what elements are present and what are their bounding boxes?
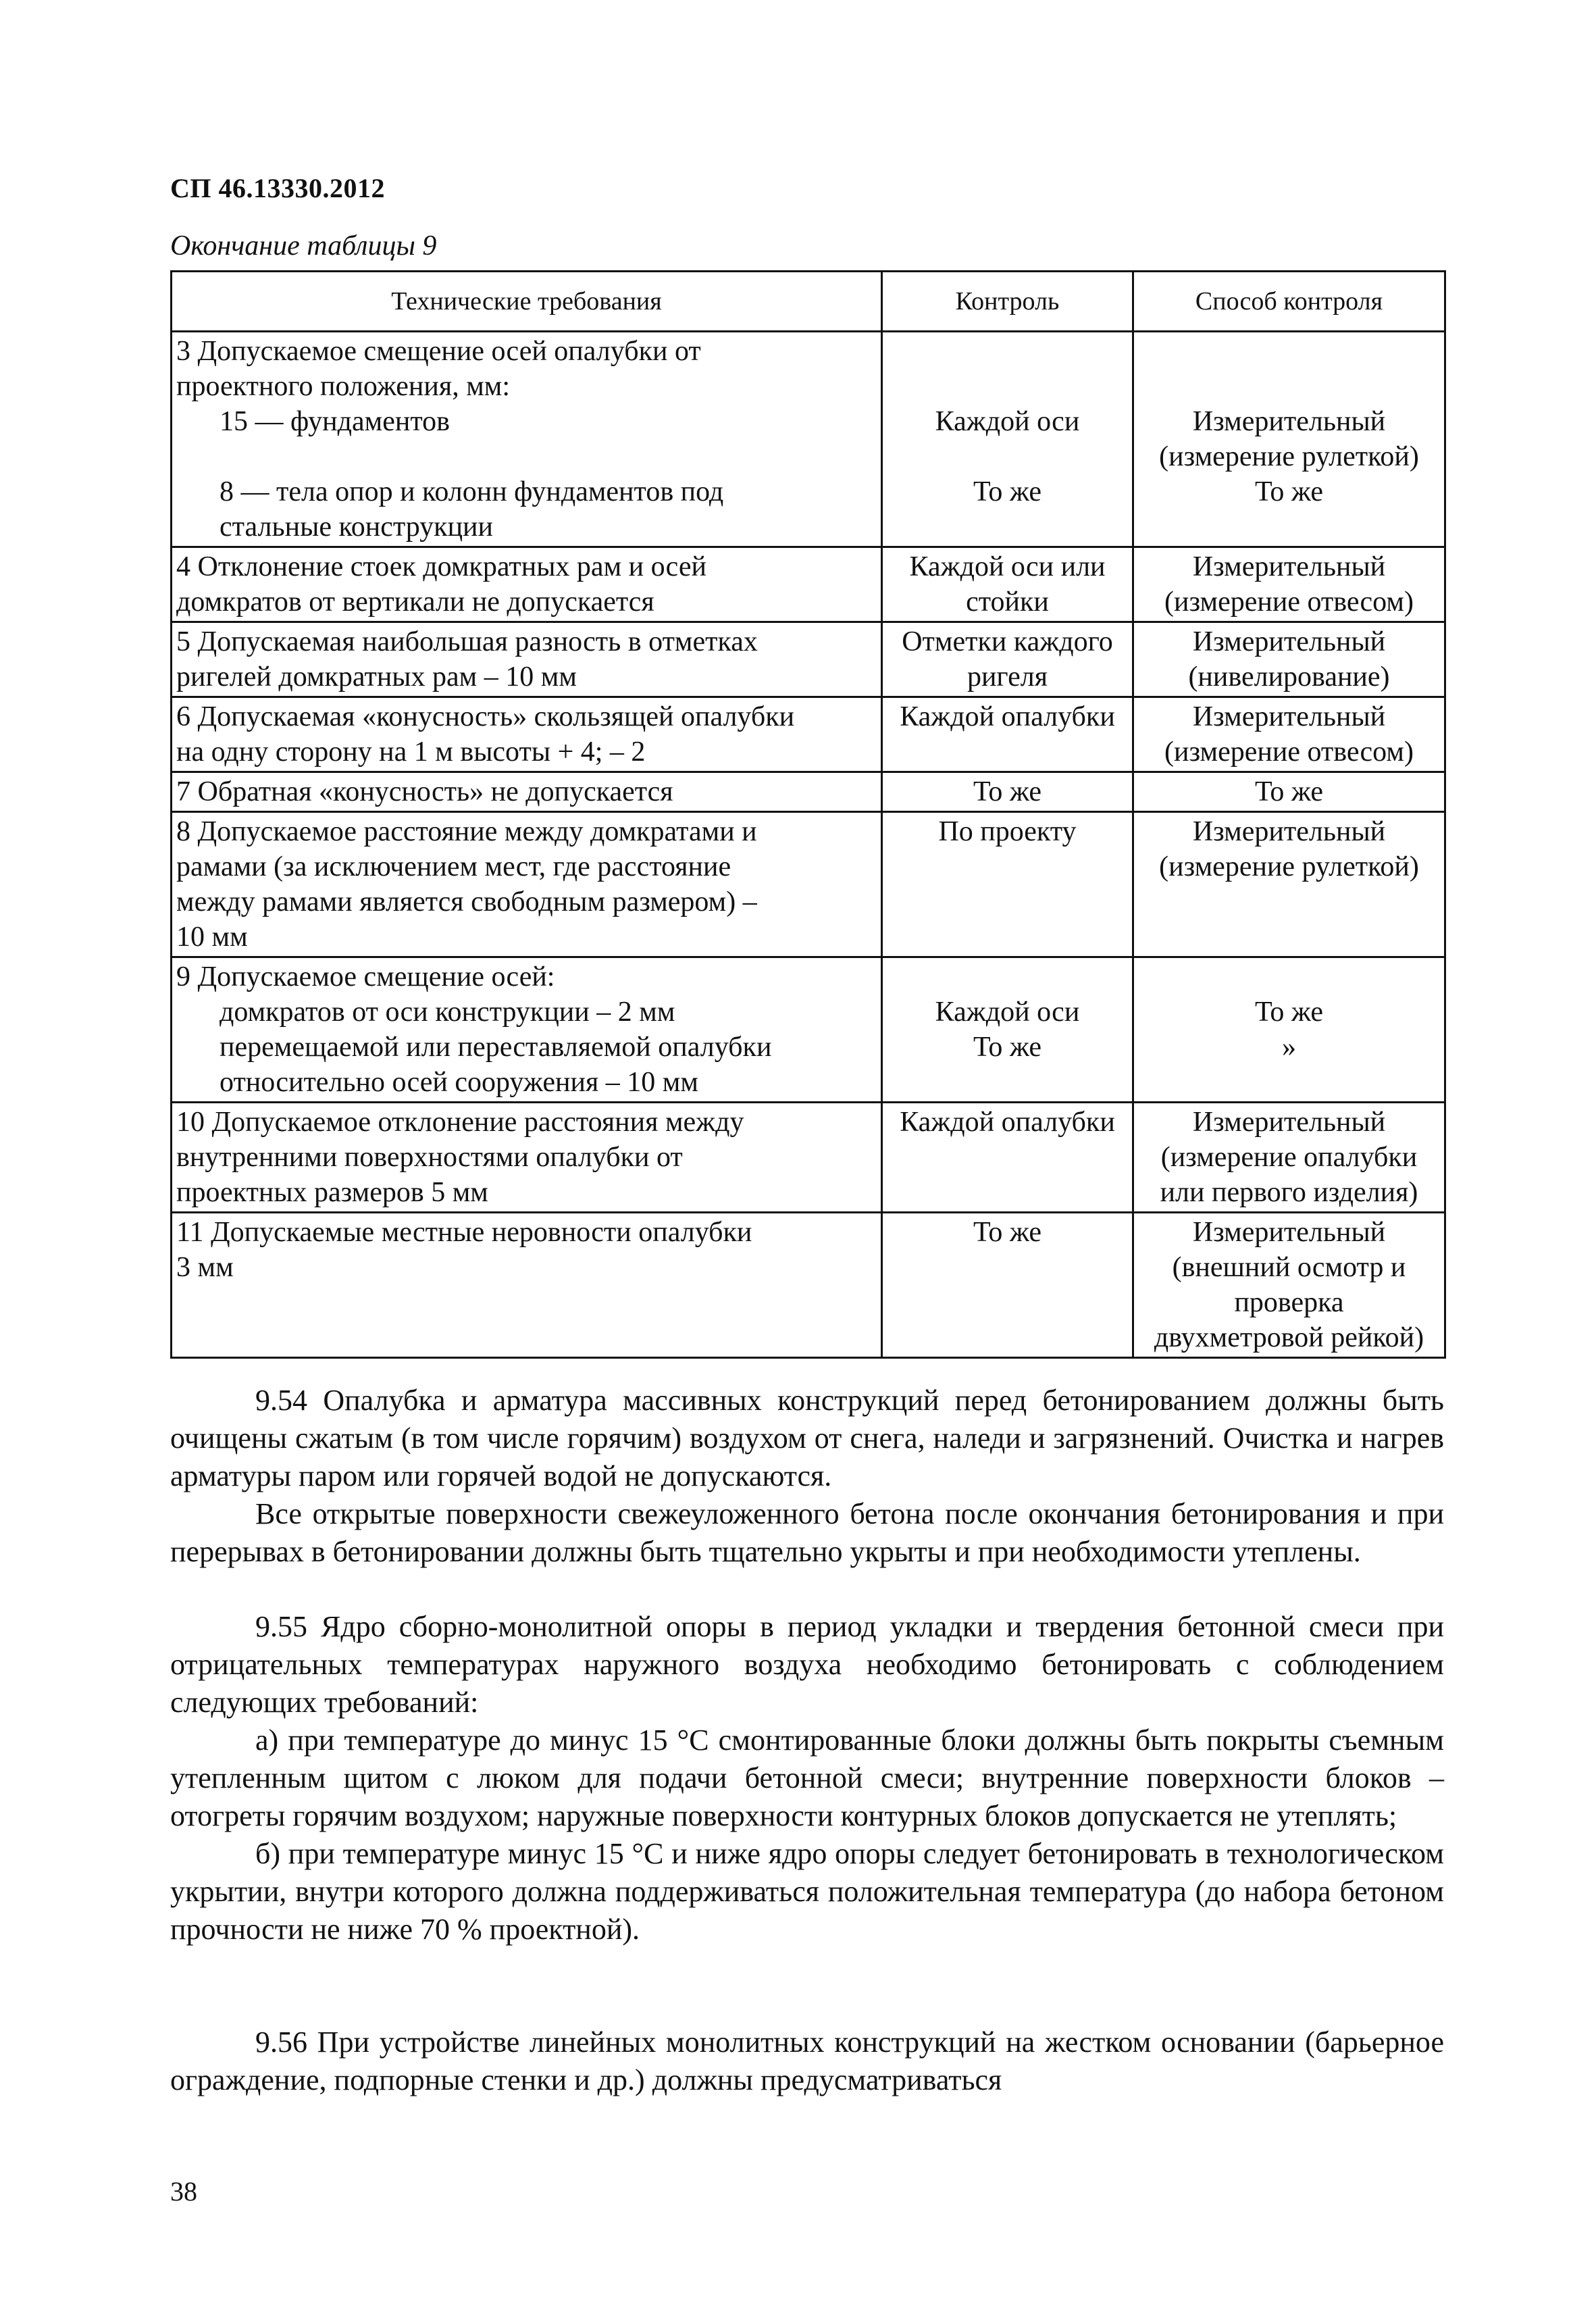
cell-line: (измерение рулеткой) (1159, 851, 1419, 882)
paragraph-text: Все открытые поверхности свежеуложенного бетона после окончания бетонирования и при перерывах в бетонировании должны быть тщательно укрыты и при необходимости утеплены. (170, 1497, 1444, 1568)
cell-line (1138, 959, 1440, 995)
cell-line: 15 — фундаментов (220, 406, 450, 437)
cell-line: Каждой оси (935, 406, 1080, 437)
cell-line: То же (1254, 776, 1324, 807)
paragraph-text: 9.54 Опалубка и арматура массивных конструкций перед бетонированием должны быть очищены сжатым (в том числе горячим) воздухом от снега, наледи и загрязнений. Очистка и нагрев арматуры паром или горячей водой не допускаются. (170, 1384, 1444, 1492)
requirement-cell (172, 1213, 882, 1358)
cell-line (1138, 1065, 1440, 1100)
cell-line: проверка (1234, 1287, 1344, 1318)
cell-line: 4 Отклонение стоек домкратных рам и осей (176, 551, 706, 582)
cell-line: Каждой оси (935, 997, 1080, 1028)
cell-line: Каждой опалубки (900, 1107, 1115, 1138)
cell-line (176, 1320, 877, 1355)
cell-line (1138, 369, 1440, 404)
method-cell (1133, 697, 1445, 772)
cell-line (887, 334, 1128, 369)
control-cell (882, 1213, 1133, 1358)
cell-line (1138, 509, 1440, 545)
cell-line (887, 509, 1128, 545)
requirement-cell (172, 812, 882, 957)
cell-line (887, 884, 1128, 920)
table-row (172, 622, 1445, 697)
table-caption: Окончание таблицы 9 (170, 230, 437, 261)
cell-line (176, 1285, 877, 1320)
cell-line (887, 849, 1128, 884)
requirement-cell (172, 332, 882, 547)
cell-line: 5 Допускаемая наибольшая разность в отметках (176, 626, 758, 657)
table-row (172, 957, 1445, 1103)
cell-line: двухметровой рейкой) (1154, 1322, 1424, 1353)
cell-line (176, 439, 877, 474)
cell-line: Измерительный (1192, 1217, 1386, 1248)
table-header-row (172, 272, 1445, 332)
cell-line: То же (973, 1032, 1042, 1063)
cell-line: ригелей домкратных рам – 10 мм (176, 661, 577, 693)
requirement-cell (172, 622, 882, 697)
control-cell (882, 1103, 1133, 1213)
paragraph-item-a: а) при температуре до минус 15 °С смонтированные блоки должны быть покрыты съемным утепленным щитом с люком для подачи бетонной смеси; внутренние поверхности блоков – отогреты горячим воздухом; наружные поверхности контурных блоков допускается не утеплять; (170, 1724, 1444, 1832)
paragraph-item-b: б) при температуре минус 15 °С и ниже ядро опоры следует бетонировать в технологическом укрытии, внутри которого должна поддерживаться положительная температура (до набора бетоном прочности не ниже 70 % проектной). (170, 1837, 1444, 1946)
cell-line: Каждой оси или (909, 551, 1106, 582)
cell-line (1138, 334, 1440, 369)
cell-line: То же (1254, 997, 1324, 1028)
cell-line: Каждой опалубки (900, 701, 1115, 732)
cell-line (1138, 920, 1440, 955)
table-row (172, 697, 1445, 772)
cell-line (1138, 884, 1440, 920)
column-header-method: Способ контроля (1133, 272, 1445, 332)
cell-line: стойки (966, 586, 1049, 618)
requirements-table (170, 270, 1446, 1359)
requirement-cell (172, 547, 882, 622)
requirement-cell (172, 697, 882, 772)
control-cell (882, 547, 1133, 622)
table-row (172, 812, 1445, 957)
cell-line: Измерительный (1192, 551, 1386, 582)
cell-line: перемещаемой или переставляемой опалубки (220, 1032, 772, 1063)
cell-line: ригеля (967, 661, 1048, 693)
cell-line (887, 1140, 1128, 1175)
cell-line (887, 369, 1128, 404)
cell-line: относительно осей сооружения – 10 мм (220, 1067, 698, 1098)
cell-line: (измерение рулеткой) (1159, 441, 1419, 472)
cell-line: То же (973, 776, 1042, 807)
page-number: 38 (170, 2176, 197, 2207)
table-row (172, 1103, 1445, 1213)
method-cell (1133, 957, 1445, 1103)
cell-line: на одну сторону на 1 м высоты + 4; – 2 (176, 736, 646, 768)
cell-line: То же (1254, 476, 1324, 507)
paragraph-text: 9.55 Ядро сборно-монолитной опоры в период укладки и твердения бетонной смеси при отрицательных температурах наружного воздуха необходимо бетонировать с соблюдением следующих требований: (170, 1610, 1444, 1719)
method-cell (1133, 812, 1445, 957)
cell-line: внутренними поверхностями опалубки от (176, 1142, 683, 1173)
cell-line: домкратов от вертикали не допускается (176, 586, 654, 618)
cell-line (887, 734, 1128, 770)
cell-line (887, 1285, 1128, 1320)
method-cell (1133, 1103, 1445, 1213)
requirement-cell (172, 1103, 882, 1213)
paragraph-9-54 (170, 1382, 1444, 1571)
control-cell (882, 812, 1133, 957)
cell-line: То же (973, 1217, 1042, 1248)
cell-line: Отметки каждого (902, 626, 1113, 657)
paragraph-9-56 (170, 2023, 1444, 2099)
table-row (172, 772, 1445, 812)
cell-line: (нивелирование) (1188, 661, 1390, 693)
cell-line: 9 Допускаемое смещение осей: (176, 961, 555, 992)
requirement-cell (172, 772, 882, 812)
table-row (172, 547, 1445, 622)
cell-line: 6 Допускаемая «конусность» скользящей опалубки (176, 701, 795, 732)
cell-line: 3 мм (176, 1252, 234, 1283)
cell-line (887, 1175, 1128, 1210)
column-header-requirements: Технические требования (172, 272, 882, 332)
method-cell (1133, 547, 1445, 622)
cell-line (887, 959, 1128, 995)
cell-line: 3 Допускаемое смещение осей опалубки от (176, 336, 701, 367)
cell-line: рамами (за исключением мест, где расстояние (176, 851, 731, 882)
cell-line (887, 1320, 1128, 1355)
cell-line (887, 1065, 1128, 1100)
paragraph-9-55 (170, 1608, 1444, 1948)
control-cell (882, 957, 1133, 1103)
cell-line: Измерительный (1192, 626, 1386, 657)
cell-line: стальные конструкции (220, 511, 494, 543)
cell-line (887, 439, 1128, 474)
cell-line: 10 Допускаемое отклонение расстояния между (176, 1107, 744, 1138)
paragraph-text: 9.56 При устройстве линейных монолитных конструкций на жестком основании (барьерное ограждение, подпорные стенки и др.) должны предусматриваться (170, 2026, 1444, 2096)
cell-line: (измерение отвесом) (1164, 586, 1414, 618)
cell-line: 7 Обратная «конусность» не допускается (176, 776, 673, 807)
method-cell (1133, 772, 1445, 812)
cell-line: (внешний осмотр и (1172, 1252, 1406, 1283)
control-cell (882, 772, 1133, 812)
cell-line: Измерительный (1192, 701, 1386, 732)
cell-line: Измерительный (1192, 816, 1386, 847)
cell-line: 8 — тела опор и колонн фундаментов под (220, 476, 724, 507)
cell-line: или первого изделия) (1160, 1177, 1418, 1208)
cell-line: Измерительный (1192, 1107, 1386, 1138)
table-row (172, 332, 1445, 547)
cell-line: (измерение опалубки (1160, 1142, 1418, 1173)
method-cell (1133, 1213, 1445, 1358)
method-cell (1133, 622, 1445, 697)
table-row (172, 1213, 1445, 1358)
cell-line: проектных размеров 5 мм (176, 1177, 488, 1208)
cell-line (887, 1250, 1128, 1285)
control-cell (882, 332, 1133, 547)
requirement-cell (172, 957, 882, 1103)
column-header-control: Контроль (882, 272, 1133, 332)
method-cell (1133, 332, 1445, 547)
cell-line: 10 мм (176, 922, 248, 953)
cell-line: То же (973, 476, 1042, 507)
cell-line: По проекту (938, 816, 1077, 847)
cell-line: » (1282, 1032, 1296, 1063)
cell-line: 8 Допускаемое расстояние между домкратами и (176, 816, 757, 847)
cell-line: проектного положения, мм: (176, 371, 511, 402)
cell-line (887, 920, 1128, 955)
cell-line: Измерительный (1192, 406, 1386, 437)
cell-line: домкратов от оси конструкции – 2 мм (220, 997, 675, 1028)
control-cell (882, 697, 1133, 772)
document-code: СП 46.13330.2012 (170, 173, 385, 203)
cell-line: (измерение отвесом) (1164, 736, 1414, 768)
cell-line: между рамами является свободным размером) – (176, 886, 757, 917)
cell-line: 11 Допускаемые местные неровности опалубки (176, 1217, 752, 1248)
control-cell (882, 622, 1133, 697)
